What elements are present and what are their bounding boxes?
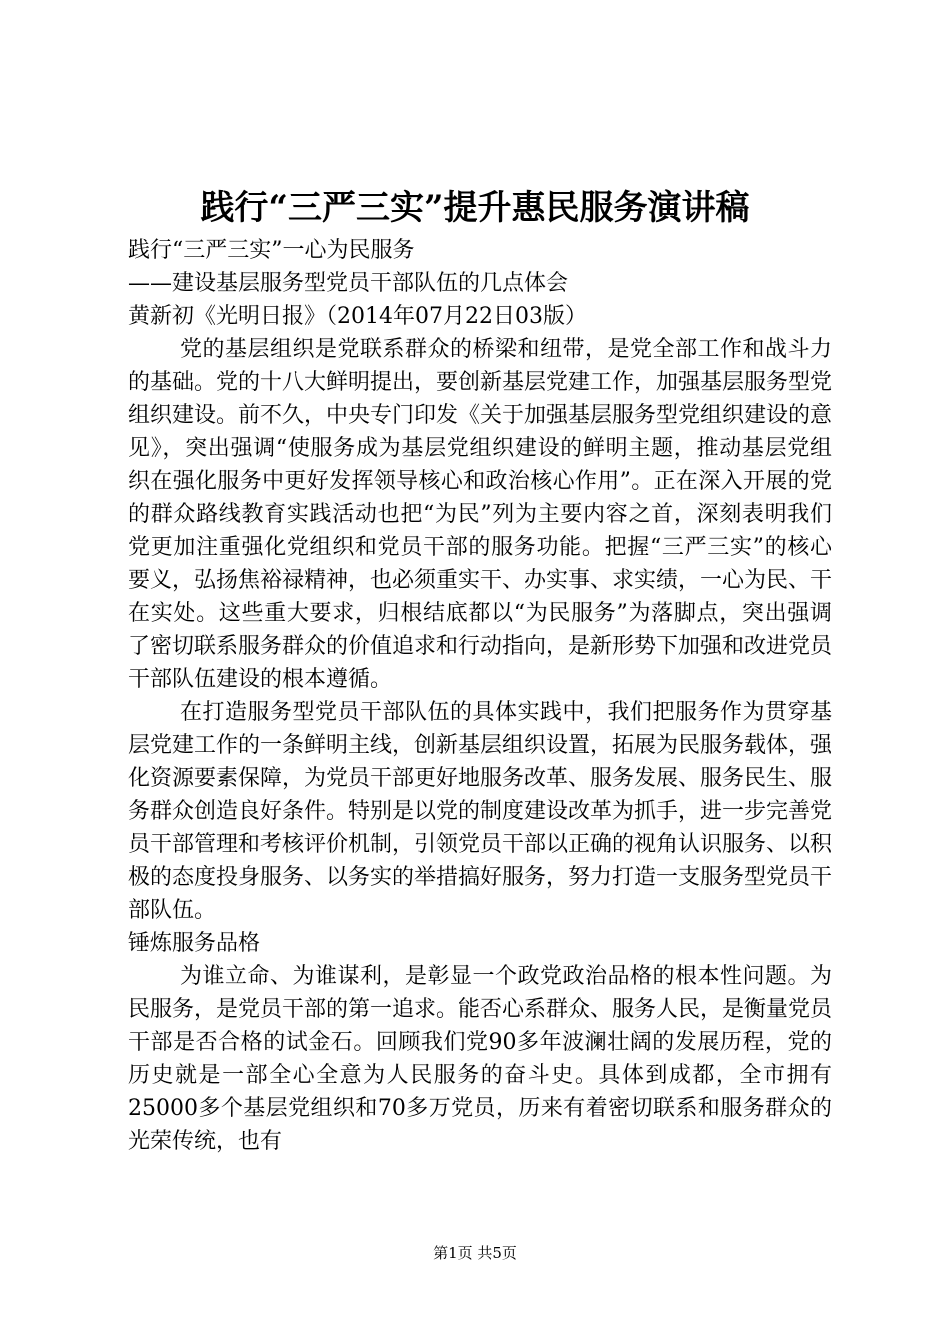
page-footer: 第1页 共5页 [433,1244,517,1262]
subtitle-line: ——建设基层服务型党员干部队伍的几点体会 [128,271,569,296]
paragraph: 党的基层组织是党联系群众的桥梁和纽带，是党全部工作和战斗力的基础。党的十八大鲜明提出，要创新基层党建工作，加强基层服务型党组织建设。前不久，中央专门印发《关于加强基层服务型党组织建设的意见》，突出强调“使服务成为基层党组织建设的鲜明主题，推动基层党组织在强化服务中更好发挥领导核心和政治核心作用”。正在深入开展的党的群众路线教育实践活动也把“为民”列为主要内容之首，深刻表明我们党更加注重强化党组织和党员干部的服务功能。把握“三严三实”的核心要义，弘扬焦裕禄精神，也必须重实干、办实事、求实绩，一心为民、干在实处。这些重大要求，归根结底都以“为民服务”为落脚点，突出强调了密切联系服务群众的价值追求和行动指向，是新形势下加强和改进党员干部队伍建设的根本遵循。 [128,337,833,692]
subtitle-line: 践行“三严三实”一心为民服务 [128,238,415,263]
section-heading: 锤炼服务品格 [128,931,261,956]
byline: 黄新初《光明日报》（2014年07月22日03版） [128,304,587,329]
document-body [128,234,832,1158]
paragraph: 为谁立命、为谁谋利，是彰显一个政党政治品格的根本性问题。为民服务，是党员干部的第一追求。能否心系群众、服务人民，是衡量党员干部是否合格的试金石。回顾我们党90多年波澜壮阔的发展历程，党的历史就是一部全心全意为人民服务的奋斗史。具体到成都，全市拥有25000多个基层党组织和70多万党员，历来有着密切联系和服务群众的光荣传统，也有 [128,964,833,1154]
document-title: 践行“三严三实”提升惠民服务演讲稿 [200,188,750,228]
paragraph: 在打造服务型党员干部队伍的具体实践中，我们把服务作为贯穿基层党建工作的一条鲜明主线，创新基层组织设置，拓展为民服务载体，强化资源要素保障，为党员干部更好地服务改革、服务发展、服务民生、服务群众创造良好条件。特别是以党的制度建设改革为抓手，进一步完善党员干部管理和考核评价机制，引领党员干部以正确的视角认识服务、以积极的态度投身服务、以务实的举措搞好服务，努力打造一支服务型党员干部队伍。 [128,700,833,923]
